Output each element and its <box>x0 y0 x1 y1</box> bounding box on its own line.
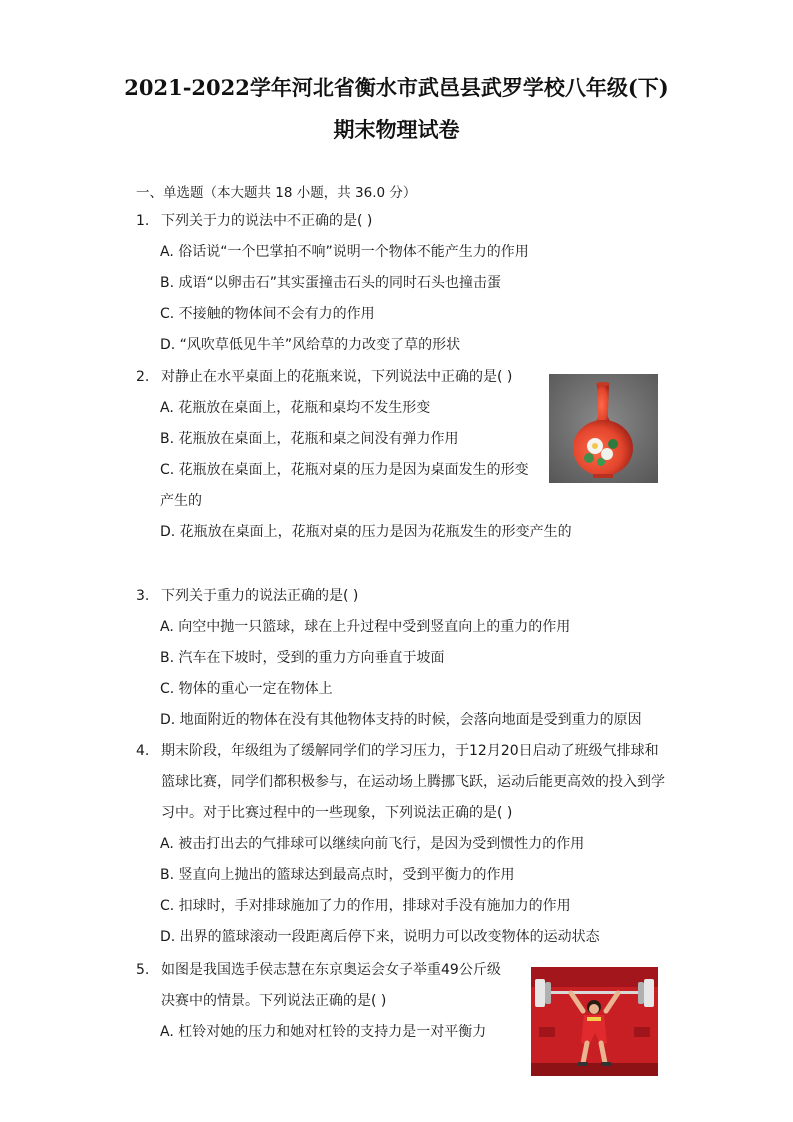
option-c-continued: 产生的 <box>160 493 202 509</box>
question-number: 5. <box>136 962 150 978</box>
option-d: D. 花瓶放在桌面上，花瓶对桌的压力是因为花瓶发生的形变产生的 <box>160 524 572 540</box>
option-d: D. “风吹草低见牛羊”风给草的力改变了草的形状 <box>160 337 461 353</box>
vase-image <box>549 374 658 483</box>
option-b: B. 竖直向上抛出的篮球达到最高点时，受到平衡力的作用 <box>160 867 515 883</box>
option-c: C. 扣球时，手对排球施加了力的作用，排球对手没有施加力的作用 <box>160 898 571 914</box>
option-a: A. 花瓶放在桌面上，花瓶和桌均不发生形变 <box>160 400 431 416</box>
question-stem-line-3: 习中。对于比赛过程中的一些现象，下列说法正确的是( ) <box>161 805 513 821</box>
option-b: B. 花瓶放在桌面上，花瓶和桌之间没有弹力作用 <box>160 431 459 447</box>
page-title-line-1: 2021-2022学年河北省衡水市武邑县武罗学校八年级(下) <box>124 75 669 100</box>
question-number: 2. <box>136 369 150 385</box>
option-d: D. 出界的篮球滚动一段距离后停下来，说明力可以改变物体的运动状态 <box>160 929 600 945</box>
option-c: C. 物体的重心一定在物体上 <box>160 681 333 697</box>
question-stem-line-2: 决赛中的情景。下列说法正确的是( ) <box>161 993 387 1009</box>
question-number: 4. <box>136 743 150 759</box>
page-title-line-2: 期末物理试卷 <box>333 117 460 142</box>
weightlifter-image <box>531 967 658 1076</box>
option-c: C. 不接触的物体间不会有力的作用 <box>160 306 375 322</box>
section-heading: 一、单选题（本大题共 18 小题，共 36.0 分） <box>136 185 417 201</box>
option-a: A. 被击打出去的气排球可以继续向前飞行，是因为受到惯性力的作用 <box>160 836 585 852</box>
question-stem: 下列关于重力的说法正确的是( ) <box>161 588 359 604</box>
question-stem: 对静止在水平桌面上的花瓶来说，下列说法中正确的是( ) <box>161 369 513 385</box>
option-a: A. 俗话说“一个巴掌拍不响”说明一个物体不能产生力的作用 <box>160 244 529 260</box>
option-c: C. 花瓶放在桌面上，花瓶对桌的压力是因为桌面发生的形变 <box>160 462 529 478</box>
option-a: A. 向空中抛一只篮球，球在上升过程中受到竖直向上的重力的作用 <box>160 619 571 635</box>
question-number: 1. <box>136 213 150 229</box>
option-b: B. 汽车在下坡时，受到的重力方向垂直于坡面 <box>160 650 445 666</box>
question-stem: 下列关于力的说法中不正确的是( ) <box>161 213 373 229</box>
question-number: 3. <box>136 588 150 604</box>
option-d: D. 地面附近的物体在没有其他物体支持的时候，会落向地面是受到重力的原因 <box>160 712 642 728</box>
question-stem-line-2: 篮球比赛，同学们都积极参与，在运动场上腾挪飞跃，运动后能更高效的投入到学 <box>161 774 665 790</box>
question-stem-line-1: 期末阶段，年级组为了缓解同学们的学习压力，于12月20日启动了班级气排球和 <box>161 743 659 759</box>
question-stem-line-1: 如图是我国选手侯志慧在东京奥运会女子举重49公斤级 <box>161 962 501 978</box>
option-b: B. 成语“以卵击石”其实蛋撞击石头的同时石头也撞击蛋 <box>160 275 502 291</box>
option-a: A. 杠铃对她的压力和她对杠铃的支持力是一对平衡力 <box>160 1024 487 1040</box>
